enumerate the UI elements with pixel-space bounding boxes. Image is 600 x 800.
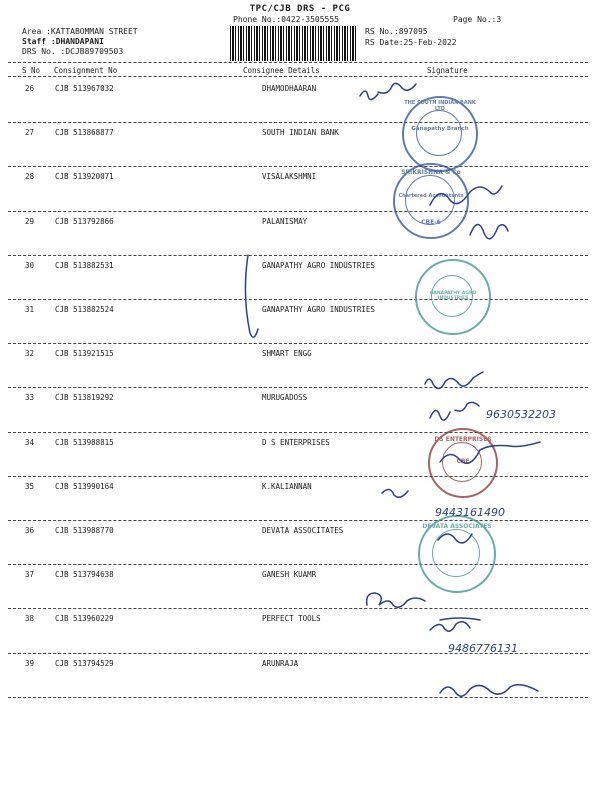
row-consignee-name: DHAMODHAARAN [262, 84, 317, 93]
row-consignee-name: SOUTH INDIAN BANK [262, 128, 339, 138]
handwritten-phone-2: 9443161490 [435, 506, 505, 519]
sheet-title: TPC/CJB DRS - PCG [249, 4, 351, 14]
signature-row-38 [430, 618, 480, 631]
devata-stamp-text: DEVATA ASSOCIATES [422, 523, 492, 530]
column-header-signature: Signature [427, 66, 468, 75]
handwritten-phone-1: 9630532203 [486, 408, 556, 421]
row-consignment-number: CJB 513988770 [55, 526, 114, 535]
auditor-stamp-ring-text: SRIKRISHNA & Co [401, 169, 461, 176]
row-serial-number: 35 [25, 481, 35, 491]
agro-stamp-text: GANAPATHY AGRO INDUSTRIES [429, 291, 477, 301]
row-serial-number: 38 [25, 614, 35, 624]
column-header-consignment: Consignment No [54, 66, 118, 75]
row-consignee-name: MURUGADOSS [262, 393, 308, 403]
signature-row-26 [360, 83, 416, 99]
row-serial-number: 31 [25, 305, 35, 314]
row-consignment-number: CJB 513920071 [55, 172, 114, 182]
signature-row-32 [425, 372, 483, 389]
signature-row-34 [440, 442, 540, 463]
row-serial-number: 39 [25, 658, 35, 668]
area-field: Area :KATTABOMMAN STREET [22, 27, 138, 36]
row-consignment-number: CJB 513988815 [55, 437, 114, 447]
row-consignment-number: CJB 513960229 [55, 614, 114, 624]
bank-stamp-center-text: Ganapathy Branch [411, 126, 469, 132]
row-consignee-name: GANAPATHY AGRO INDUSTRIES [262, 260, 375, 270]
row-consignee-name: ARUNRAJA [262, 658, 299, 668]
row-serial-number: 36 [25, 526, 35, 535]
row-serial-number: 34 [25, 437, 35, 447]
row-serial-number: 30 [25, 260, 35, 270]
signature-row-36 [438, 534, 472, 543]
row-consignment-number: CJB 513967032 [55, 84, 114, 93]
row-consignment-number: CJB 513794638 [55, 570, 114, 580]
column-header-consignee: Consignee Details [243, 66, 320, 75]
row-serial-number: 33 [25, 393, 35, 403]
ds-stamp-center-text: CBE [456, 458, 470, 465]
row-consignment-number: CJB 513921515 [55, 349, 114, 359]
staff-field: Staff :DHANDAPANI [22, 37, 104, 46]
row-serial-number: 27 [25, 128, 35, 138]
signature-row-39 [440, 685, 538, 696]
auditor-stamp-center-text: Chartered Accountants [398, 193, 464, 199]
row-consignment-number: CJB 513819292 [55, 393, 114, 403]
signature-row-29 [470, 224, 508, 238]
column-header-sno: S No [22, 66, 41, 75]
row-consignment-number: CJB 513792866 [55, 216, 114, 226]
row-consignee-name: D S ENTERPRISES [262, 437, 330, 447]
bank-stamp-ring-text: THE SOUTH INDIAN BANK LTD [404, 100, 476, 112]
row-consignment-number: CJB 513990164 [55, 481, 114, 491]
rs-date: RS Date:25-Feb-2022 [365, 38, 457, 47]
row-consignee-name: PALANISMAY [262, 216, 308, 226]
page-number: Page No.:3 [453, 15, 502, 24]
row-consignee-name: DEVATA ASSOCITATES [262, 526, 344, 535]
row-consignee-name: PERFECT TOOLS [262, 614, 321, 624]
row-serial-number: 37 [25, 570, 35, 580]
ds-stamp-ring-text: DS ENTERPRISES [434, 436, 492, 443]
rs-number: RS No.:897095 [365, 27, 428, 36]
phone-number: Phone No.:0422-3505555 [233, 15, 339, 24]
row-consignee-name: K.KALIANNAN [262, 481, 312, 491]
row-consignee-name: SHMART ENGG [262, 349, 312, 359]
signature-row-33 [430, 402, 479, 420]
row-consignee-name: GANESH KUAMR [262, 570, 317, 580]
row-consignee-name: VISALAKSHMNI [262, 172, 317, 182]
row-consignment-number: CJB 513882524 [55, 305, 114, 314]
handwritten-phone-3: 9486776131 [448, 642, 518, 655]
row-serial-number: 29 [25, 216, 35, 226]
signature-row-37 [367, 593, 425, 607]
signature-row-28 [430, 186, 502, 205]
signature-row-35 [382, 489, 408, 497]
row-serial-number: 32 [25, 349, 35, 359]
row-serial-number: 28 [25, 172, 35, 182]
row-consignment-number: CJB 513868877 [55, 128, 114, 138]
row-consignment-number: CJB 513794529 [55, 658, 114, 668]
row-serial-number: 26 [25, 84, 35, 93]
auditor-stamp-bottom-text: CBE-6 [421, 219, 441, 226]
drs-number: DRS No. :DCJB89709503 [22, 47, 124, 56]
row-consignee-name: GANAPATHY AGRO INDUSTRIES [262, 305, 375, 314]
row-consignment-number: CJB 513882531 [55, 260, 114, 270]
signature-row-30 [245, 255, 258, 337]
